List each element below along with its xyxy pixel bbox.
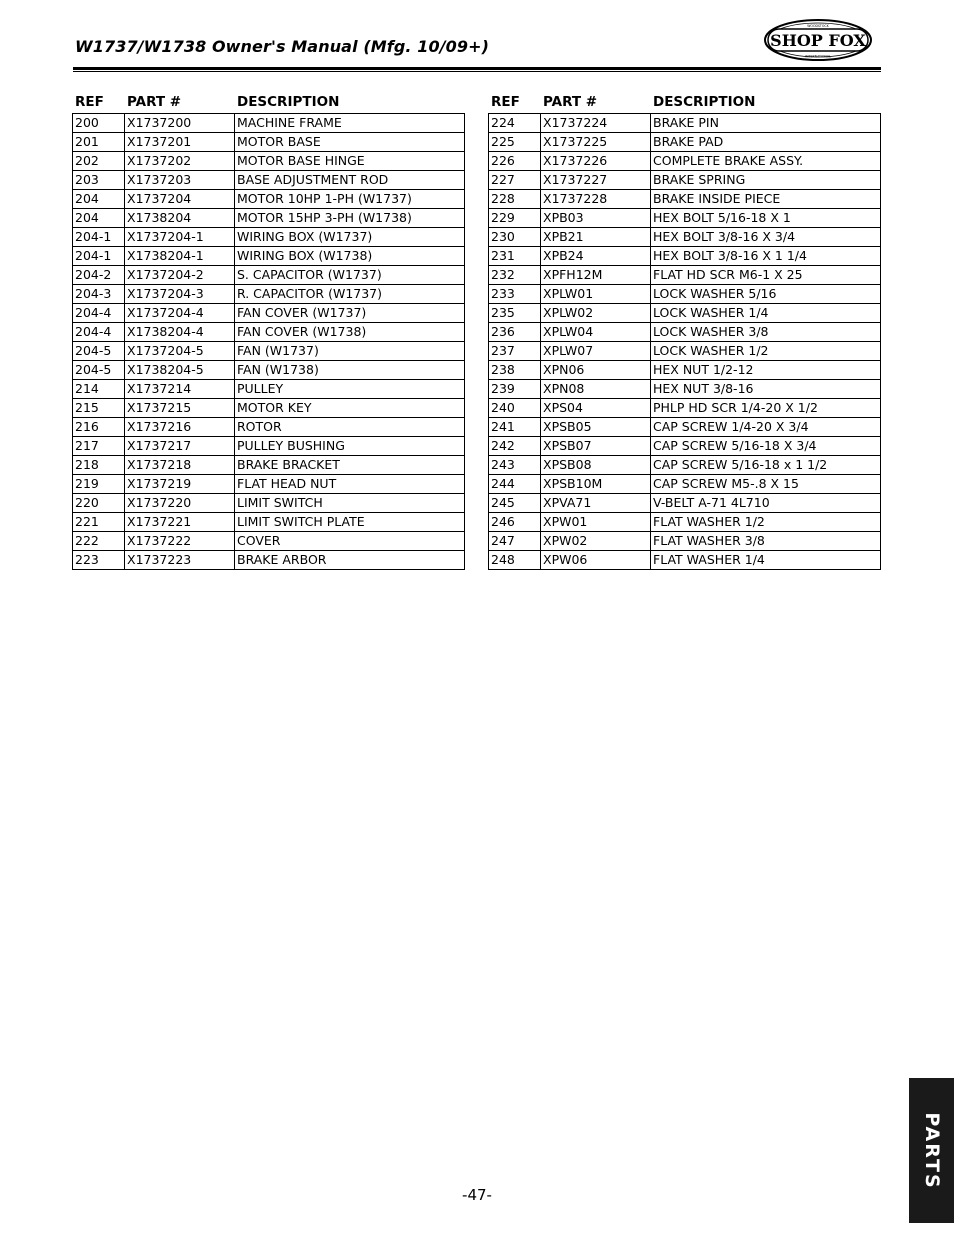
shop-fox-logo [764,19,872,61]
parts-table-right [488,92,880,570]
table-row [73,266,465,285]
part-number-cell: XPSB05 [541,418,651,437]
table-row [489,475,881,494]
description-cell: LOCK WASHER 5/16 [651,285,881,304]
ref-cell: 220 [73,494,125,513]
ref-cell: 215 [73,399,125,418]
table-row [73,475,465,494]
svg-text:WOODSTOCK: WOODSTOCK [807,24,829,28]
ref-cell: 228 [489,190,541,209]
description-cell: BRAKE BRACKET [235,456,465,475]
table-row [73,114,465,133]
table-row [73,171,465,190]
ref-cell: 216 [73,418,125,437]
table-row [489,304,881,323]
part-number-cell: XPB24 [541,247,651,266]
description-cell: LOCK WASHER 1/2 [651,342,881,361]
part-number-cell: XPFH12M [541,266,651,285]
ref-cell: 230 [489,228,541,247]
ref-cell: 200 [73,114,125,133]
ref-cell: 232 [489,266,541,285]
ref-cell: 204-5 [73,342,125,361]
part-number-cell: X1737227 [541,171,651,190]
table-row [489,494,881,513]
ref-cell: 222 [73,532,125,551]
description-cell: CAP SCREW M5-.8 X 15 [651,475,881,494]
part-number-cell: X1738204-4 [125,323,235,342]
description-cell: S. CAPACITOR (W1737) [235,266,465,285]
table-row [489,247,881,266]
part-number-cell: X1737217 [125,437,235,456]
ref-cell: 204-1 [73,247,125,266]
part-number-cell: X1737219 [125,475,235,494]
part-number-cell: X1737204-4 [125,304,235,323]
part-number-cell: XPN08 [541,380,651,399]
part-number-cell: X1737221 [125,513,235,532]
description-cell: HEX NUT 1/2-12 [651,361,881,380]
table-row [489,114,881,133]
ref-cell: 248 [489,551,541,570]
description-cell: COVER [235,532,465,551]
part-number-cell: X1737225 [541,133,651,152]
description-cell: MOTOR 15HP 3-PH (W1738) [235,209,465,228]
ref-cell: 203 [73,171,125,190]
part-number-cell: X1738204-5 [125,361,235,380]
table-row [73,209,465,228]
ref-cell: 204-5 [73,361,125,380]
table-row [489,209,881,228]
ref-cell: 221 [73,513,125,532]
table-row [489,399,881,418]
table-row [489,342,881,361]
description-cell: FLAT HEAD NUT [235,475,465,494]
description-cell: WIRING BOX (W1737) [235,228,465,247]
table-row [489,532,881,551]
col-part: PART # [127,94,182,110]
part-number-cell: X1737220 [125,494,235,513]
table-row [73,133,465,152]
page-number: -47- [462,1186,492,1204]
parts-list-right [488,113,881,570]
ref-cell: 202 [73,152,125,171]
description-cell: MOTOR BASE HINGE [235,152,465,171]
table-header [488,92,880,113]
table-row [489,190,881,209]
description-cell: MACHINE FRAME [235,114,465,133]
header-rule-thin [73,71,881,72]
description-cell: BASE ADJUSTMENT ROD [235,171,465,190]
part-number-cell: XPW06 [541,551,651,570]
description-cell: R. CAPACITOR (W1737) [235,285,465,304]
part-number-cell: XPB21 [541,228,651,247]
ref-cell: 218 [73,456,125,475]
part-number-cell: X1737222 [125,532,235,551]
table-row [73,456,465,475]
description-cell: MOTOR 10HP 1-PH (W1737) [235,190,465,209]
part-number-cell: X1737215 [125,399,235,418]
section-tab [909,1078,954,1223]
description-cell: HEX NUT 3/8-16 [651,380,881,399]
part-number-cell: XPLW04 [541,323,651,342]
table-row [73,513,465,532]
col-description: DESCRIPTION [653,94,756,110]
table-row [73,494,465,513]
part-number-cell: X1737203 [125,171,235,190]
parts-table-left [72,92,464,570]
ref-cell: 214 [73,380,125,399]
ref-cell: 204-4 [73,323,125,342]
description-cell: CAP SCREW 1/4-20 X 3/4 [651,418,881,437]
table-row [73,380,465,399]
description-cell: COMPLETE BRAKE ASSY. [651,152,881,171]
part-number-cell: XPN06 [541,361,651,380]
part-number-cell: X1738204 [125,209,235,228]
svg-text:SHOP FOX: SHOP FOX [770,31,866,50]
ref-cell: 240 [489,399,541,418]
part-number-cell: X1737202 [125,152,235,171]
part-number-cell: X1737228 [541,190,651,209]
table-row [73,418,465,437]
part-number-cell: XPSB07 [541,437,651,456]
ref-cell: 204 [73,190,125,209]
table-row [489,456,881,475]
ref-cell: 237 [489,342,541,361]
part-number-cell: X1737204-3 [125,285,235,304]
table-row [73,285,465,304]
part-number-cell: X1737224 [541,114,651,133]
table-row [489,380,881,399]
table-row [489,228,881,247]
ref-cell: 201 [73,133,125,152]
ref-cell: 219 [73,475,125,494]
table-row [73,437,465,456]
ref-cell: 235 [489,304,541,323]
part-number-cell: X1737204-5 [125,342,235,361]
description-cell: HEX BOLT 3/8-16 X 1 1/4 [651,247,881,266]
table-header [72,92,464,113]
ref-cell: 245 [489,494,541,513]
table-row [489,285,881,304]
table-row [73,304,465,323]
description-cell: FAN (W1738) [235,361,465,380]
ref-cell: 243 [489,456,541,475]
col-ref: REF [491,94,520,110]
part-number-cell: XPLW02 [541,304,651,323]
table-row [489,361,881,380]
part-number-cell: XPB03 [541,209,651,228]
description-cell: CAP SCREW 5/16-18 X 3/4 [651,437,881,456]
table-row [73,342,465,361]
table-row [73,152,465,171]
part-number-cell: XPS04 [541,399,651,418]
table-row [489,133,881,152]
description-cell: CAP SCREW 5/16-18 x 1 1/2 [651,456,881,475]
part-number-cell: X1737204-2 [125,266,235,285]
ref-cell: 224 [489,114,541,133]
ref-cell: 229 [489,209,541,228]
table-row [73,551,465,570]
col-description: DESCRIPTION [237,94,340,110]
part-number-cell: XPLW01 [541,285,651,304]
description-cell: BRAKE PIN [651,114,881,133]
col-part: PART # [543,94,598,110]
part-number-cell: X1737216 [125,418,235,437]
manual-title: W1737/W1738 Owner's Manual (Mfg. 10/09+) [75,37,490,56]
description-cell: FAN COVER (W1737) [235,304,465,323]
description-cell: PULLEY [235,380,465,399]
part-number-cell: XPLW07 [541,342,651,361]
ref-cell: 238 [489,361,541,380]
table-row [73,190,465,209]
table-row [73,532,465,551]
ref-cell: 204-2 [73,266,125,285]
part-number-cell: X1737204 [125,190,235,209]
header-rule [73,67,881,70]
description-cell: BRAKE ARBOR [235,551,465,570]
table-row [73,361,465,380]
part-number-cell: X1737204-1 [125,228,235,247]
ref-cell: 226 [489,152,541,171]
description-cell: FLAT WASHER 1/4 [651,551,881,570]
svg-text:INTERNATIONAL: INTERNATIONAL [805,54,831,59]
table-row [489,266,881,285]
part-number-cell: X1737223 [125,551,235,570]
description-cell: HEX BOLT 5/16-18 X 1 [651,209,881,228]
description-cell: PHLP HD SCR 1/4-20 X 1/2 [651,399,881,418]
ref-cell: 239 [489,380,541,399]
description-cell: PULLEY BUSHING [235,437,465,456]
ref-cell: 204-3 [73,285,125,304]
description-cell: ROTOR [235,418,465,437]
table-row [489,418,881,437]
parts-list-left [72,113,465,570]
ref-cell: 242 [489,437,541,456]
ref-cell: 204-4 [73,304,125,323]
description-cell: BRAKE PAD [651,133,881,152]
description-cell: BRAKE INSIDE PIECE [651,190,881,209]
ref-cell: 217 [73,437,125,456]
ref-cell: 204-1 [73,228,125,247]
part-number-cell: X1737218 [125,456,235,475]
part-number-cell: X1737214 [125,380,235,399]
description-cell: FLAT WASHER 1/2 [651,513,881,532]
description-cell: WIRING BOX (W1738) [235,247,465,266]
ref-cell: 204 [73,209,125,228]
part-number-cell: XPSB08 [541,456,651,475]
ref-cell: 225 [489,133,541,152]
table-row [489,437,881,456]
description-cell: HEX BOLT 3/8-16 X 3/4 [651,228,881,247]
description-cell: LIMIT SWITCH [235,494,465,513]
description-cell: FAN COVER (W1738) [235,323,465,342]
ref-cell: 227 [489,171,541,190]
ref-cell: 236 [489,323,541,342]
part-number-cell: XPW02 [541,532,651,551]
ref-cell: 246 [489,513,541,532]
description-cell: FAN (W1737) [235,342,465,361]
table-row [73,399,465,418]
table-row [489,513,881,532]
table-row [489,171,881,190]
part-number-cell: XPSB10M [541,475,651,494]
part-number-cell: X1737226 [541,152,651,171]
description-cell: LIMIT SWITCH PLATE [235,513,465,532]
description-cell: FLAT WASHER 3/8 [651,532,881,551]
part-number-cell: XPVA71 [541,494,651,513]
table-row [489,323,881,342]
description-cell: V-BELT A-71 4L710 [651,494,881,513]
description-cell: MOTOR KEY [235,399,465,418]
table-row [489,152,881,171]
description-cell: BRAKE SPRING [651,171,881,190]
part-number-cell: X1737200 [125,114,235,133]
ref-cell: 233 [489,285,541,304]
ref-cell: 247 [489,532,541,551]
ref-cell: 244 [489,475,541,494]
table-row [73,228,465,247]
table-row [73,323,465,342]
table-row [489,551,881,570]
part-number-cell: XPW01 [541,513,651,532]
table-row [73,247,465,266]
description-cell: FLAT HD SCR M6-1 X 25 [651,266,881,285]
section-tab-label: PARTS [920,1111,943,1190]
description-cell: LOCK WASHER 1/4 [651,304,881,323]
part-number-cell: X1738204-1 [125,247,235,266]
ref-cell: 241 [489,418,541,437]
description-cell: LOCK WASHER 3/8 [651,323,881,342]
ref-cell: 231 [489,247,541,266]
part-number-cell: X1737201 [125,133,235,152]
description-cell: MOTOR BASE [235,133,465,152]
ref-cell: 223 [73,551,125,570]
col-ref: REF [75,94,104,110]
